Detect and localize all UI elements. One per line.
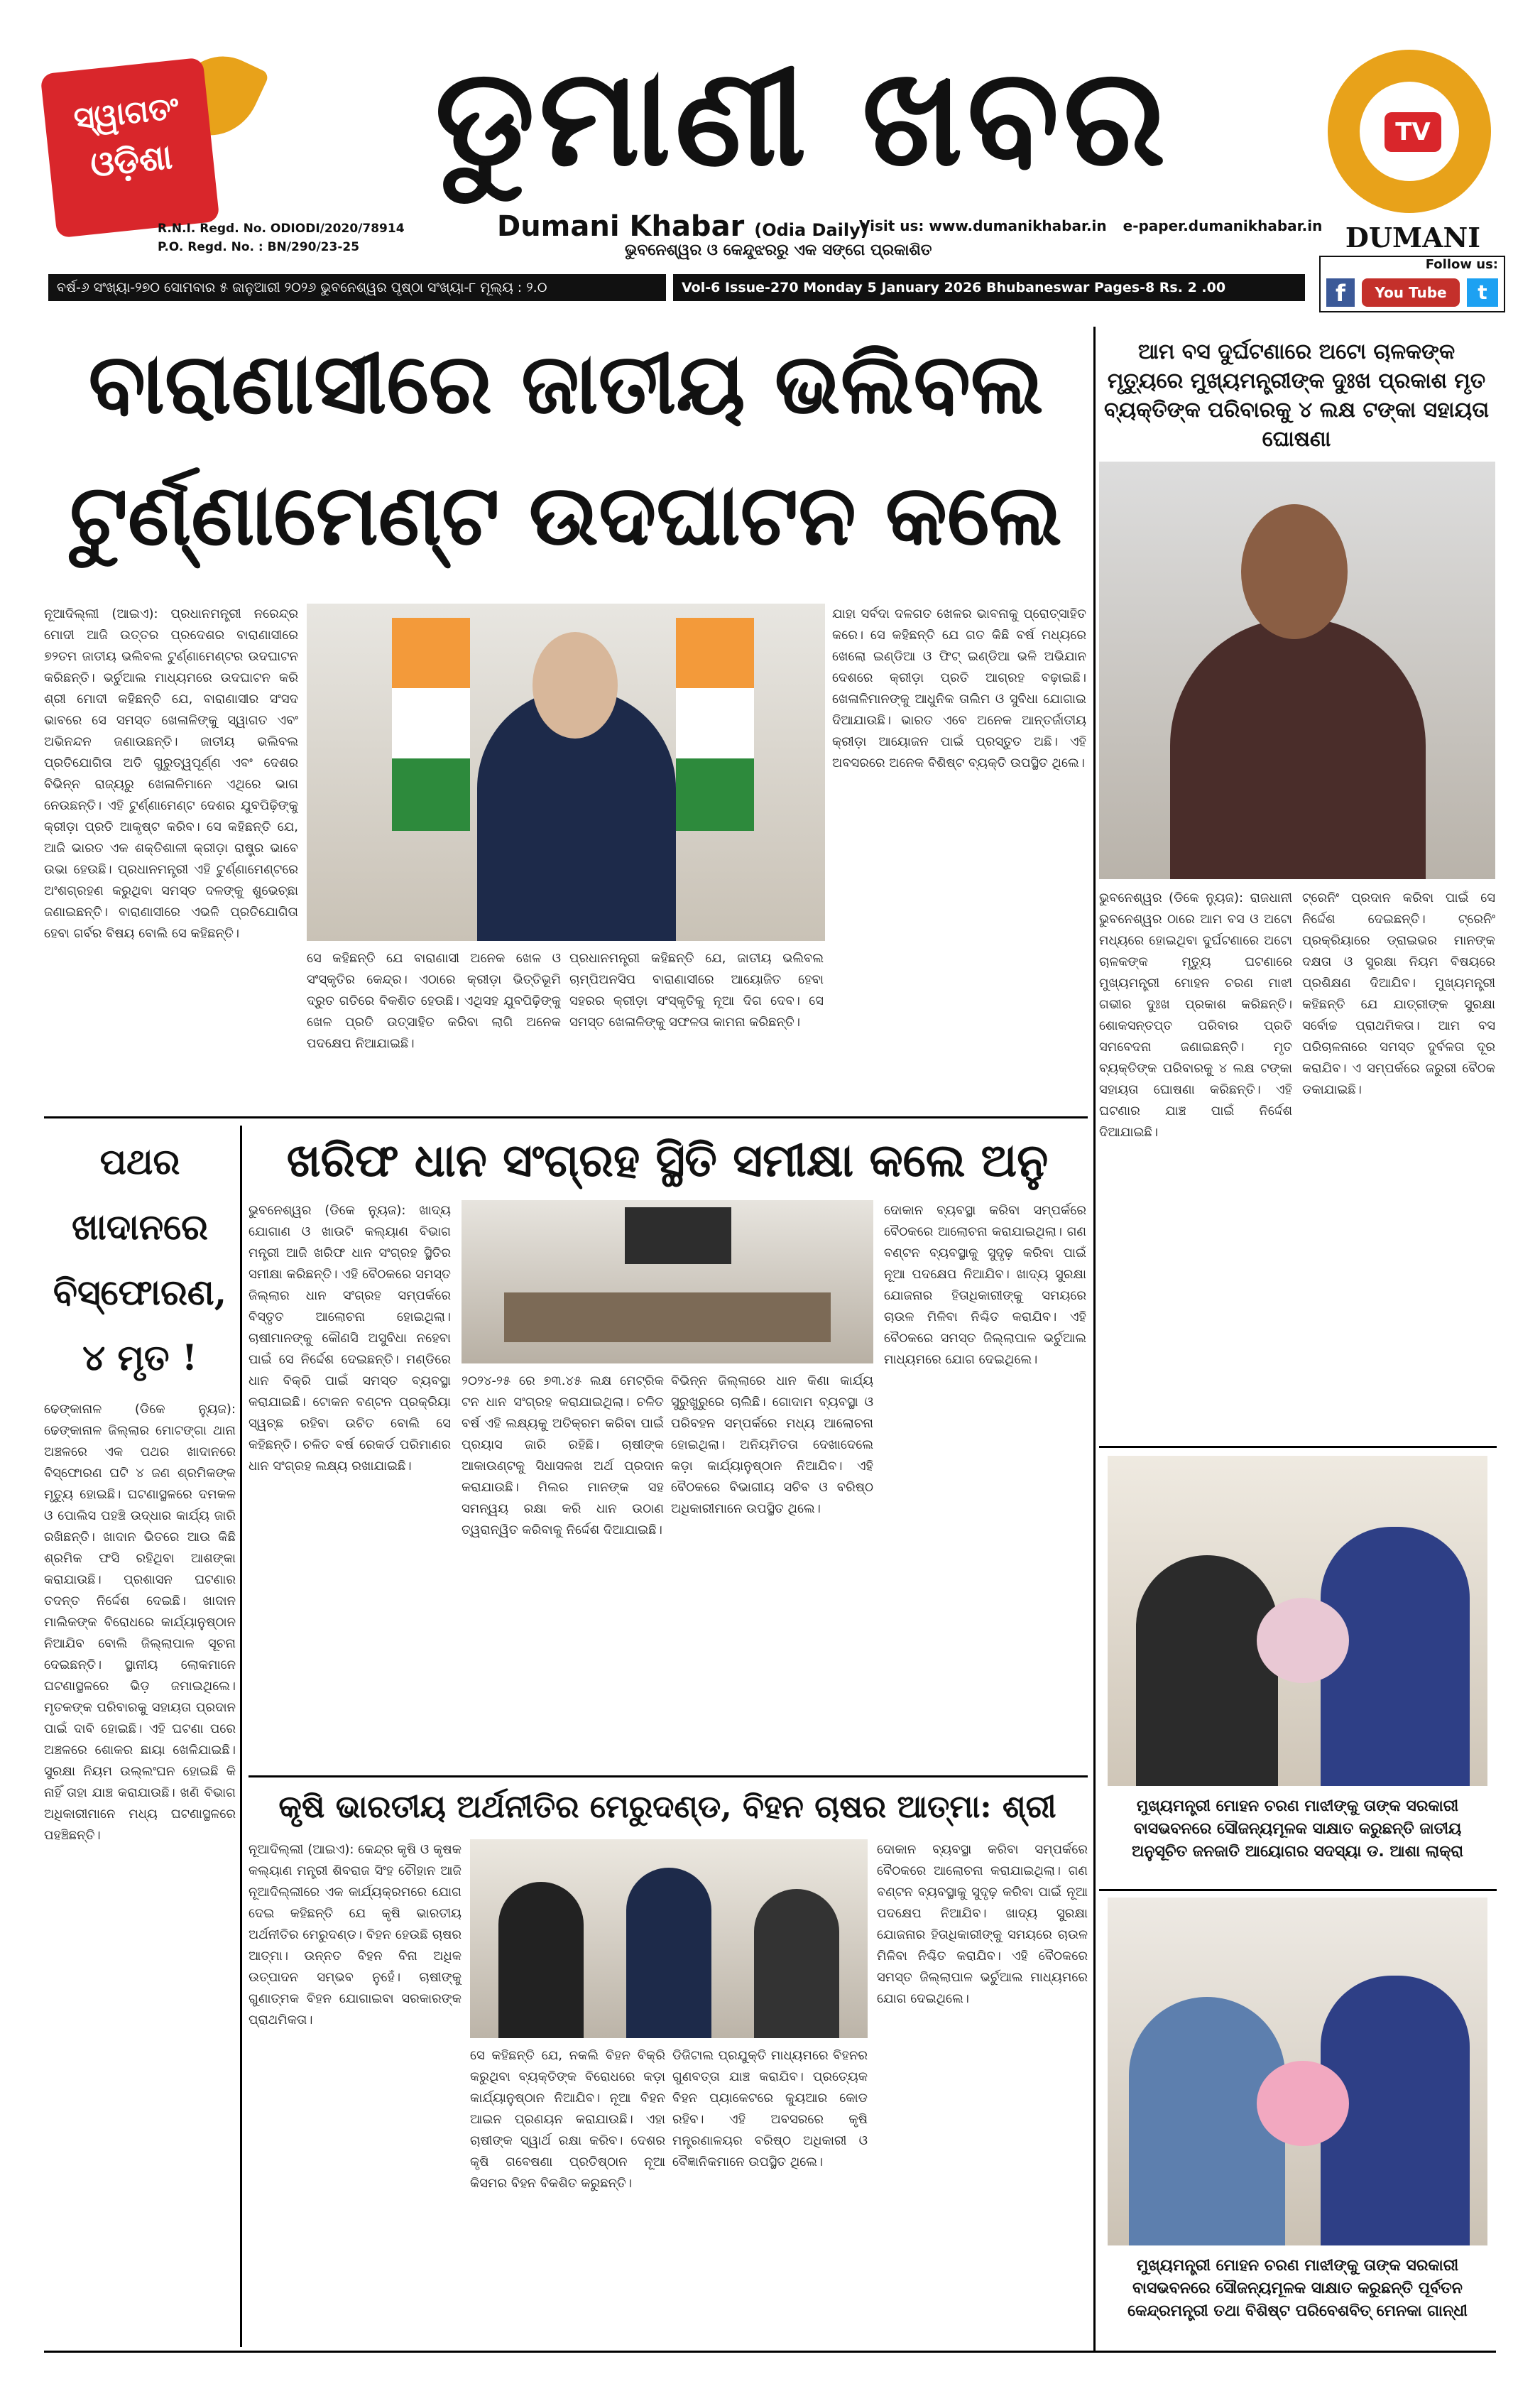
chouhan-photo [470,1839,868,2038]
lead-col3: ପ୍ରଧାନମନ୍ତ୍ରୀ କହିଛନ୍ତି ଯେ, ଜାତୀୟ ଭଲିବଲ ଚାମ୍ପିଅନସିପ ବାରାଣାସୀରେ ଆୟୋଜିତ ହେବା ସହରର କ୍ରୀଡ଼ା ସଂସ୍କୃତିକୁ ନୂଆ ଦିଗ ଦେବ। ସେ ସମସ୍ତ ଖେଳାଳିଙ୍କୁ ସଫଳତା କାମନା କରିଛନ୍ତି। [569,951,824,1030]
dateline-english: Vol-6 Issue-270 Monday 5 January 2026 Bhubaneswar Pages-8 Rs. 2 .00 [673,274,1305,301]
person-cm [1170,618,1426,879]
divider [1099,1889,1497,1891]
welcome-badge-line2: ଓଡ଼ିଶା [88,137,175,185]
kharif-col1: ଭୁବନେଶ୍ୱର (ଡିକେ ନ୍ୟୁଜ): ଖାଦ୍ୟ ଯୋଗାଣ ଓ ଖାଉଟି କଲ୍ୟାଣ ବିଭାଗ ମନ୍ତ୍ରୀ ଆଜି ଖରିଫ ଧାନ ସଂଗ୍ରହ ସ୍ଥିତିର ସମୀକ୍ଷା କରିଛନ୍ତି। ଏହି ବୈଠକରେ ସମସ୍ତ ଜିଲ୍ଲାର ଧାନ ସଂଗ୍ରହ ସମ୍ପର୍କରେ ବିସ୍ତୃତ ଆଲୋଚନା ହୋଇଥିଲା। ଚାଷୀମାନଙ୍କୁ କୌଣସି ଅସୁବିଧା ନହେବା ପାଇଁ ସେ ନିର୍ଦ୍ଦେଶ ଦେଇଛନ୍ତି। ମଣ୍ଡିରେ ଧାନ ବିକ୍ରି ପାଇଁ ସମସ୍ତ ବ୍ୟବସ୍ଥା କରାଯାଇଛି। ଟୋକନ ବଣ୍ଟନ ପ୍ରକ୍ରିୟା ସ୍ୱଚ୍ଛ ରହିବା ଉଚିତ ବୋଲି ସେ କହିଛନ୍ତି। ଚଳିତ ବର୍ଷ ରେକର୍ଡ ପରିମାଣର ଧାନ ସଂଗ୍ରହ ଲକ୍ଷ୍ୟ ରଖାଯାଇଛି। [249,1203,451,1474]
chouhan-col3: ଡିଜିଟାଲ ପ୍ରଯୁକ୍ତି ମାଧ୍ୟମରେ ବିହନର ଗୁଣବତ୍ତା ଯାଞ୍ଚ କରାଯିବ। ପ୍ରତ୍ୟେକ ବିହନ ପ୍ୟାକେଟରେ କ୍ୟୁଆର କୋଡ ରହିବ। ଏହି ଅବସରରେ କୃଷି ମନ୍ତ୍ରଣାଳୟର ବରିଷ୍ଠ ଅଧିକାରୀ ଓ ବୈଜ୍ଞାନିକମାନେ ଉପସ୍ଥିତ ଥିଲେ। [672,2048,868,2169]
masthead-title: ଡୁମାଣୀ ଖବର [435,38,1170,196]
english-title-text: Dumani Khabar [497,210,745,243]
chouhan-col2: ସେ କହିଛନ୍ତି ଯେ, ନକଲି ବିହନ ବିକ୍ରି କରୁଥିବା ବ୍ୟକ୍ତିଙ୍କ ବିରୋଧରେ କଡ଼ା କାର୍ଯ୍ୟାନୁଷ୍ଠାନ ନିଆଯିବ। ନୂଆ ବିହନ ଆଇନ ପ୍ରଣୟନ କରାଯାଉଛି। ଏହା ଚାଷୀଙ୍କ ସ୍ୱାର୍ଥ ରକ୍ଷା କରିବ। ଦେଶର କୃଷି ଗବେଷଣା ପ୍ରତିଷ୍ଠାନ ନୂଆ କିସମର ବିହନ ବିକଶିତ କରୁଛନ୍ତି। [470,2048,665,2191]
divider [240,1126,242,2347]
lead-headline-line2: ଟୁର୍ଣ୍ଣାମେଣ୍ଟ ଉଦଘାଟନ କଲେ [70,465,1062,564]
divider [1099,1446,1497,1448]
lead-col1: ନୂଆଦିଲ୍ଲୀ (ଆଇଏ): ପ୍ରଧାନମନ୍ତ୍ରୀ ନରେନ୍ଦ୍ର ମୋଦୀ ଆଜି ଉତ୍ତର ପ୍ରଦେଶର ବାରାଣାସୀରେ ୭୨ତମ ଜାତୀୟ ଭଲିବଲ ଟୁର୍ଣ୍ଣାମେଣ୍ଟର ଉଦଘାଟନ କରିଛନ୍ତି। ଭର୍ଚୁଆଲ ମାଧ୍ୟମରେ ଉଦଘାଟନ କରି ଶ୍ରୀ ମୋଦୀ କହିଛନ୍ତି ଯେ, ବାରାଣାସୀର ସଂସଦ ଭାବରେ ସେ ସମସ୍ତ ଖେଳାଳିଙ୍କୁ ସ୍ୱାଗତ ଏବଂ ଅଭିନନ୍ଦନ ଜଣାଉଛନ୍ତି। ଜାତୀୟ ଭଲିବଲ ପ୍ରତିଯୋଗିତା ଅତି ଗୁରୁତ୍ୱପୂର୍ଣ୍ଣ ଏବଂ ଦେଶର ବିଭିନ୍ନ ରାଜ୍ୟରୁ ଖେଳାଳିମାନେ ଏଥିରେ ଭାଗ ନେଉଛନ୍ତି। ଏହି ଟୁର୍ଣ୍ଣାମେଣ୍ଟ ଦେଶର ଯୁବପିଢ଼ିଙ୍କୁ କ୍ରୀଡ଼ା ପ୍ରତି ଆକୃଷ୍ଟ କରିବ। ସେ କହିଛନ୍ତି ଯେ, ଆଜି ଭାରତ ଏକ ଶକ୍ତିଶାଳୀ କ୍ରୀଡ଼ା ରାଷ୍ଟ୍ର ଭାବେ ଉଭା ହେଉଛି। ପ୍ରଧାନମନ୍ତ୍ରୀ ଏହି ଟୁର୍ଣ୍ଣାମେଣ୍ଟରେ ଅଂଶଗ୍ରହଣ କରୁଥିବା ସମସ୍ତ ଦଳଙ୍କୁ ଶୁଭେଚ୍ଛା ଜଣାଇଛନ୍ତି। ବାରାଣାସୀରେ ଏଭଳି ପ୍ରତିଯୋଗିତା ହେବା ଗର୍ବର ବିଷୟ ବୋଲି ସେ କହିଛନ୍ତି। [44,606,298,941]
divider [44,1116,1088,1118]
flowers [1257,1598,1349,1683]
person-lakra [1136,1555,1278,1786]
welcome-badge [40,58,220,239]
screen [625,1207,731,1264]
kharif-col2: ୨୦୨୪-୨୫ ରେ ୭୩.୪୫ ଲକ୍ଷ ମେଟ୍ରିକ ଟନ ଧାନ ସଂଗ୍ରହ କରାଯାଇଥିଲା। ଚଳିତ ବର୍ଷ ଏହି ଲକ୍ଷ୍ୟକୁ ଅତିକ୍ରମ କରିବା ପାଇଁ ପ୍ରୟାସ ଜାରି ରହିଛି। ଚାଷୀଙ୍କ ଆକାଉଣ୍ଟକୁ ସିଧାସଳଖ ଅର୍ଥ ପ୍ରଦାନ କରାଯାଉଛି। ମିଲର ମାନଙ୍କ ସହ ସମନ୍ୱୟ ରକ୍ଷା କରି ଧାନ ଉଠାଣ ତ୍ୱରାନ୍ୱିତ କରିବାକୁ ନିର୍ଦ୍ଦେଶ ଦିଆଯାଇଛି। [462,1373,664,1537]
modi-photo [307,604,825,941]
youtube-icon[interactable]: You Tube [1362,278,1460,307]
chouhan-col1: ନୂଆଦିଲ୍ଲୀ (ଆଇଏ): କେନ୍ଦ୍ର କୃଷି ଓ କୃଷକ କଲ୍ୟାଣ ମନ୍ତ୍ରୀ ଶିବରାଜ ସିଂହ ଚୌହାନ ଆଜି ନୂଆଦିଲ୍ଲୀରେ ଏକ କାର୍ଯ୍ୟକ୍ରମରେ ଯୋଗ ଦେଇ କହିଛନ୍ତି ଯେ କୃଷି ଭାରତୀୟ ଅର୍ଥନୀତିର ମେରୁଦଣ୍ଡ। ବିହନ ହେଉଛି ଚାଷର ଆତ୍ମା। ଉନ୍ନତ ବିହନ ବିନା ଅଧିକ ଉତ୍ପାଦନ ସମ୍ଭବ ନୁହେଁ। ଚାଷୀଙ୍କୁ ଗୁଣାତ୍ମକ ବିହନ ଯୋଗାଇବା ସରକାରଙ୍କ ପ୍ରାଥମିକତା। [249,1842,462,2027]
kharif-photo [462,1200,873,1363]
follow-label: Follow us: [1425,257,1498,272]
kharif-col4: ଦୋକାନ ବ୍ୟବସ୍ଥା କରିବା ସମ୍ପର୍କରେ ବୈଠକରେ ଆଲୋଚନା କରାଯାଇଥିଲା। ଗଣ ବଣ୍ଟନ ବ୍ୟବସ୍ଥାକୁ ସୁଦୃଢ଼ କରିବା ପାଇଁ ନୂଆ ପଦକ୍ଷେପ ନିଆଯିବ। ଖାଦ୍ୟ ସୁରକ୍ଷା ଯୋଜନାର ହିତାଧିକାରୀଙ୍କୁ ସମୟରେ ଚାଉଳ ମିଳିବା ନିଶ୍ଚିତ କରାଯିବ। ଏହି ବୈଠକରେ ସମସ୍ତ ଜିଲ୍ଲାପାଳ ଭର୍ଚୁଆଲ ମାଧ୍ୟମରେ ଯୋଗ ଦେଇଥିଲେ। [884,1203,1086,1367]
sidebar-col1: ଭୁବନେଶ୍ୱର (ଡିକେ ନ୍ୟୁଜ): ରାଜଧାନୀ ଭୁବନେଶ୍ୱର ଠାରେ ଆମ ବସ ଓ ଅଟୋ ମଧ୍ୟରେ ହୋଇଥିବା ଦୁର୍ଘଟଣାରେ ଅଟୋ ଚାଳକଙ୍କ ମୃତ୍ୟୁ ଘଟଣାରେ ମୁଖ୍ୟମନ୍ତ୍ରୀ ମୋହନ ଚରଣ ମାଝୀ ଗଭୀର ଦୁଃଖ ପ୍ରକାଶ କରିଛନ୍ତି। ଶୋକସନ୍ତପ୍ତ ପରିବାର ପ୍ରତି ସମବେଦନା ଜଣାଇଛନ୍ତି। ମୃତ ବ୍ୟକ୍ତିଙ୍କ ପରିବାରକୁ ୪ ଲକ୍ଷ ଟଙ୍କା ସହାୟତା ଘୋଷଣା କରିଛନ୍ତି। ଏହି ଘଟଣାର ଯାଞ୍ଚ ପାଇଁ ନିର୍ଦ୍ଦେଶ ଦିଆଯାଇଛି। [1099,891,1292,1140]
lead-headline-line1: ବାରାଣାସୀରେ ଜାତୀୟ ଭଲିବଲ [88,334,1044,432]
facebook-icon[interactable]: f [1326,278,1355,307]
divider [1093,327,1096,2351]
meeting-table [504,1292,831,1342]
twitter-icon[interactable]: t [1467,278,1498,307]
dumani-tv-logo [1328,50,1491,213]
sidebar-col2: ଟ୍ରେନିଂ ପ୍ରଦାନ କରିବା ପାଇଁ ସେ ନିର୍ଦ୍ଦେଶ ଦେଇଛନ୍ତି। ଟ୍ରେନିଂ ପ୍ରକ୍ରିୟାରେ ଡ୍ରାଇଭର ମାନଙ୍କ ଦକ୍ଷତା ଓ ସୁରକ୍ଷା ନିୟମ ବିଷୟରେ ପ୍ରଶିକ୍ଷଣ ଦିଆଯିବ। ମୁଖ୍ୟମନ୍ତ୍ରୀ କହିଛନ୍ତି ଯେ ଯାତ୍ରୀଙ୍କ ସୁରକ୍ଷା ସର୍ବୋଚ୍ଚ ପ୍ରାଥମିକତା। ଆମ ବସ ପରିଚାଳନାରେ ସମସ୍ତ ଦୁର୍ବଳତା ଦୂର କରାଯିବ। ଏ ସମ୍ପର୍କରେ ଜରୁରୀ ବୈଠକ ଡକାଯାଇଛି। [1302,891,1495,1097]
follow-box [1319,256,1505,312]
welcome-badge-line1: ସ୍ୱାଗତଂ [72,89,181,137]
lakra-caption: ମୁଖ୍ୟମନ୍ତ୍ରୀ ମୋହନ ଚରଣ ମାଝୀଙ୍କୁ ତାଙ୍କ ସରକାରୀ ବାସଭବନରେ ସୌଜନ୍ୟମୂଳକ ସାକ୍ଷାତ କରୁଛନ୍ତି ଜାତୀୟ ଅନୁସୂଚିତ ଜନଜାତି ଆୟୋଗର ସଦସ୍ୟା ଡ. ଆଶା ଲାକ୍ରା [1131,1797,1464,1861]
sidebar-headline: ଆମ ବସ ଦୁର୍ଘଟଣାରେ ଅଟୋ ଚାଳକଙ୍କ ମୃତ୍ୟୁରେ ମୁଖ୍ୟମନ୍ତ୍ରୀଙ୍କ ଦୁଃଖ ପ୍ରକାଶ ମୃତ ବ୍ୟକ୍ତିଙ୍କ ପରିବାରକୁ ୪ ଲକ୍ଷ ଟଙ୍କା ସହାୟତା ଘୋଷଣା [1103,339,1490,452]
english-title-sub: (Odia Daily) [754,220,868,240]
person-2 [626,1868,711,2038]
divider [249,1775,1088,1777]
english-title [497,210,868,243]
kharif-headline: ଖରିଫ ଧାନ ସଂଗ୍ରହ ସ୍ଥିତି ସମୀକ୍ଷା କଲେ ଅନୁ [286,1134,1049,1187]
person-cm-head [1241,504,1348,639]
epaper-link[interactable]: e-paper.dumanikhabar.in [1123,217,1323,234]
cm-photo [1099,462,1495,879]
flag-left [392,618,470,831]
divider [44,2351,1496,2353]
quarry-headline [44,1129,236,1392]
flag-right [676,618,754,831]
quarry-headline-line2: ଖାଦାନରେ [72,1206,208,1248]
rni-number: R.N.I. Regd. No. ODIODI/2020/78914 [158,222,405,236]
quarry-headline-line1: ପଥର [99,1140,180,1182]
quarry-headline-line3: ବିସ୍ଫୋରଣ, [53,1271,227,1313]
gandhi-photo [1108,1898,1487,2245]
chouhan-col4: ଦୋକାନ ବ୍ୟବସ୍ଥା କରିବା ସମ୍ପର୍କରେ ବୈଠକରେ ଆଲୋଚନା କରାଯାଇଥିଲା। ଗଣ ବଣ୍ଟନ ବ୍ୟବସ୍ଥାକୁ ସୁଦୃଢ଼ କରିବା ପାଇଁ ନୂଆ ପଦକ୍ଷେପ ନିଆଯିବ। ଖାଦ୍ୟ ସୁରକ୍ଷା ଯୋଜନାର ହିତାଧିକାରୀଙ୍କୁ ସମୟରେ ଚାଉଳ ମିଳିବା ନିଶ୍ଚିତ କରାଯିବ। ଏହି ବୈଠକରେ ସମସ୍ତ ଜିଲ୍ଲାପାଳ ଭର୍ଚୁଆଲ ମାଧ୍ୟମରେ ଯୋଗ ଦେଇଥିଲେ। [877,1842,1088,2006]
tv-label: TV [1385,112,1441,152]
po-number: P.O. Regd. No. : BN/290/23-25 [158,240,360,254]
lead-col2: ସେ କହିଛନ୍ତି ଯେ ବାରାଣାସୀ ଅନେକ ଖେଳ ଓ ସଂସ୍କୃତିର କେନ୍ଦ୍ର। ଏଠାରେ କ୍ରୀଡ଼ା ଭିତ୍ତିଭୂମି ଦ୍ରୁତ ଗତିରେ ବିକଶିତ ହେଉଛି। ଏଥିସହ ଯୁବପିଢ଼ିଙ୍କୁ ଖେଳ ପ୍ରତି ଉତ୍ସାହିତ କରିବା ଲାଗି ଅନେକ ପଦକ୍ଷେପ ନିଆଯାଇଛି। [307,951,561,1051]
chouhan-headline: କୃଷି ଭାରତୀୟ ଅର୍ଥନୀତିର ମେରୁଦଣ୍ଡ, ବିହନ ଚାଷର ଆତ୍ମା: ଶ୍ରୀ [278,1789,1056,1825]
person-modi-head [533,632,618,739]
website [859,217,1322,234]
kharif-col3: ବିଭିନ୍ନ ଜିଲ୍ଲାରେ ଧାନ କିଣା କାର୍ଯ୍ୟ ସୁରୁଖୁରୁରେ ଚାଲିଛି। ଗୋଦାମ ବ୍ୟବସ୍ଥା ଓ ପରିବହନ ସମ୍ପର୍କରେ ମଧ୍ୟ ଆଲୋଚନା ହୋଇଥିଲା। ଅନିୟମିତତା ଦେଖାଦେଲେ କଡ଼ା କାର୍ଯ୍ୟାନୁଷ୍ଠାନ ନିଆଯିବ। ଏହି ବୈଠକରେ ବିଭାଗୀୟ ସଚିବ ଓ ବରିଷ୍ଠ ଅଧିକାରୀମାନେ ଉପସ୍ଥିତ ଥିଲେ। [671,1373,873,1516]
person-1 [498,1882,584,2038]
flowers [1257,2061,1349,2146]
lakra-photo [1108,1456,1487,1786]
quarry-body: ଢେଙ୍କାନାଳ (ଡିକେ ନ୍ୟୁଜ): ଢେଙ୍କାନାଳ ଜିଲ୍ଲାର ମୋଟଙ୍ଗା ଥାନା ଅଞ୍ଚଳରେ ଏକ ପଥର ଖାଦାନରେ ବିସ୍ଫୋରଣ ଘଟି ୪ ଜଣ ଶ୍ରମିକଙ୍କ ମୃତ୍ୟୁ ହୋଇଛି। ଘଟଣାସ୍ଥଳରେ ଦମକଳ ଓ ପୋଲିସ ପହଞ୍ଚି ଉଦ୍ଧାର କାର୍ଯ୍ୟ ଜାରି ରଖିଛନ୍ତି। ଖାଦାନ ଭିତରେ ଆଉ କିଛି ଶ୍ରମିକ ଫସି ରହିଥିବା ଆଶଙ୍କା କରାଯାଉଛି। ପ୍ରଶାସନ ଘଟଣାର ତଦନ୍ତ ନିର୍ଦ୍ଦେଶ ଦେଇଛି। ଖାଦାନ ମାଲିକଙ୍କ ବିରୋଧରେ କାର୍ଯ୍ୟାନୁଷ୍ଠାନ ନିଆଯିବ ବୋଲି ଜିଲ୍ଲାପାଳ ସୂଚନା ଦେଇଛନ୍ତି। ସ୍ଥାନୀୟ ଲୋକମାନେ ଘଟଣାସ୍ଥଳରେ ଭିଡ଼ ଜମାଇଥିଲେ। ମୃତକଙ୍କ ପରିବାରକୁ ସହାୟତା ପ୍ରଦାନ ପାଇଁ ଦାବି ହୋଇଛି। ଏହି ଘଟଣା ପରେ ଅଞ୍ଚଳରେ ଶୋକର ଛାୟା ଖେଳିଯାଇଛି। ସୁରକ୍ଷା ନିୟମ ଉଲ୍ଲଂଘନ ହୋଇଛି କି ନାହିଁ ତାହା ଯାଞ୍ଚ କରାଯାଉଛି। ଖଣି ବିଭାଗ ଅଧିକାରୀମାନେ ମଧ୍ୟ ଘଟଣାସ୍ଥଳରେ ପହଞ୍ଚିଛନ୍ତି। [44,1402,236,1843]
dateline-odia: ବର୍ଷ-୬ ସଂଖ୍ୟା-୨୭୦ ସୋମବାର ୫ ଜାନୁଆରୀ ୨୦୨୬ ଭୁବନେଶ୍ୱର ପୃଷ୍ଠା ସଂଖ୍ୟା-୮ ମୂଲ୍ୟ : ୨.୦ [48,274,666,301]
gandhi-caption: ମୁଖ୍ୟମନ୍ତ୍ରୀ ମୋହନ ଚରଣ ମାଝୀଙ୍କୁ ତାଙ୍କ ସରକାରୀ ବାସଭବନରେ ସୌଜନ୍ୟମୂଳକ ସାକ୍ଷାତ କରୁଛନ୍ତି ପୂର୍ବତନ କେନ୍ଦ୍ରମନ୍ତ୍ରୀ ତଥା ବିଶିଷ୍ଟ ପରିବେଶବିତ୍ ମେନକା ଗାନ୍ଧୀ [1127,2257,1468,2320]
quarry-headline-line4: ୪ ମୃତ ! [82,1336,197,1378]
website-link[interactable]: Visit us: www.dumanikhabar.in [859,217,1107,234]
lead-col4: ଯାହା ସର୍ବଦା ଦଳଗତ ଖେଳର ଭାବନାକୁ ପ୍ରୋତ୍ସାହିତ କରେ। ସେ କହିଛନ୍ତି ଯେ ଗତ କିଛି ବର୍ଷ ମଧ୍ୟରେ ଖେଲୋ ଇଣ୍ଡିଆ ଓ ଫିଟ୍ ଇଣ୍ଡିଆ ଭଳି ଅଭିଯାନ ଦେଶରେ କ୍ରୀଡ଼ା ପ୍ରତି ଆଗ୍ରହ ବଢ଼ାଇଛି। ଖେଳାଳିମାନଙ୍କୁ ଆଧୁନିକ ତାଲିମ ଓ ସୁବିଧା ଯୋଗାଇ ଦିଆଯାଉଛି। ଭାରତ ଏବେ ଅନେକ ଆନ୍ତର୍ଜାତୀୟ କ୍ରୀଡ଼ା ଆୟୋଜନ ପାଇଁ ପ୍ରସ୍ତୁତ ଅଛି। ଏହି ଅବସରରେ ଅନେକ ବିଶିଷ୍ଟ ବ୍ୟକ୍ତି ଉପସ୍ଥିତ ଥିଲେ। [832,606,1086,771]
brand-name: DUMANI [1345,222,1481,254]
person-3 [754,1889,839,2038]
tagline: ଭୁବନେଶ୍ୱର ଓ କେନ୍ଦୁଝରରୁ ଏକ ସଙ୍ଗେ ପ୍ରକାଶିତ [625,241,932,259]
